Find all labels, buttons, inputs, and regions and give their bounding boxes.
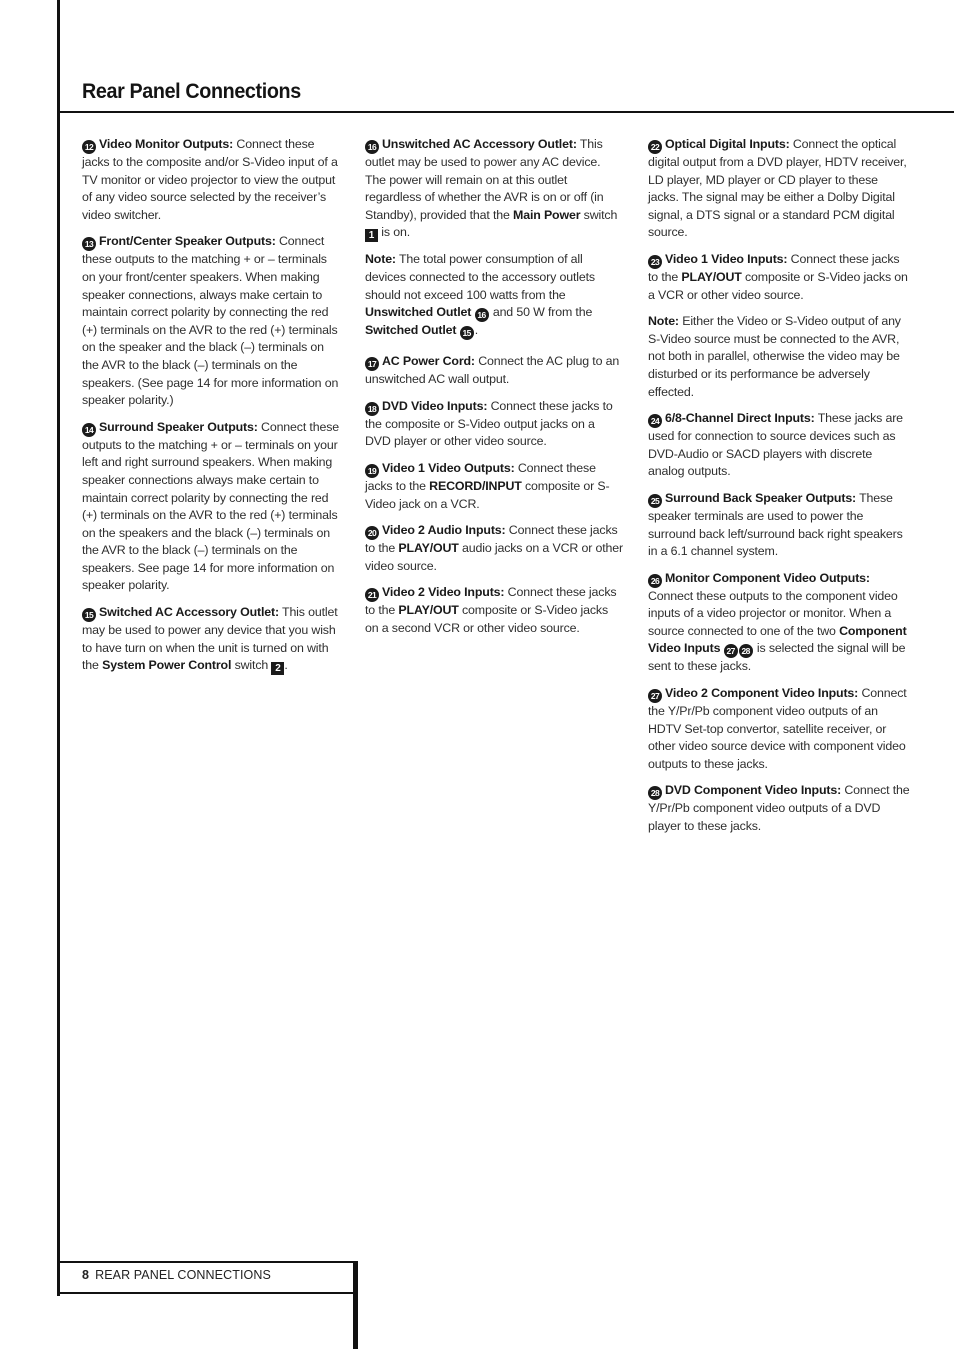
number-22-icon: 22 xyxy=(648,140,662,154)
jack-name: RECORD/INPUT xyxy=(429,478,522,493)
entry-text-end: is on. xyxy=(378,225,411,240)
number-28-icon: 28 xyxy=(739,644,753,658)
number-18-icon: 18 xyxy=(365,402,379,416)
control-name: Unswitched Outlet xyxy=(365,305,472,320)
note-text: and 50 W from the xyxy=(489,305,593,320)
entry-term: Switched AC Accessory Outlet: xyxy=(99,605,279,620)
entry-dvd-component-video-inputs xyxy=(648,782,910,835)
entry-video-2-audio-inputs xyxy=(365,522,623,575)
number-15-icon: 15 xyxy=(460,326,474,340)
power-consumption-note xyxy=(365,251,623,340)
footer-right-rule xyxy=(353,1261,358,1349)
entry-term: DVD Component Video Inputs: xyxy=(665,783,842,798)
number-21-icon: 21 xyxy=(365,588,379,602)
page-footer xyxy=(82,1268,271,1282)
number-20-icon: 20 xyxy=(365,526,379,540)
entry-ac-power-cord xyxy=(365,353,623,389)
number-16-icon: 16 xyxy=(475,308,489,322)
entry-term: Video 2 Video Inputs: xyxy=(382,585,505,600)
column-1 xyxy=(82,136,340,684)
note-text: The total power consumption of all devices connected to the accessory outlets should not exceed 100 watts from the xyxy=(365,252,595,302)
left-margin-rule xyxy=(57,0,60,1296)
number-19-icon: 19 xyxy=(365,464,379,478)
entry-optical-digital-inputs xyxy=(648,136,910,242)
note-label: Note: xyxy=(648,314,679,329)
number-14-icon: 14 xyxy=(82,423,96,437)
page-title: Rear Panel Connections xyxy=(82,80,301,103)
number-13-icon: 13 xyxy=(82,237,96,251)
entry-text: switch xyxy=(580,207,618,222)
entry-term: Video Monitor Outputs: xyxy=(99,137,234,151)
jack-name: PLAY/OUT xyxy=(398,603,459,618)
entry-text: Connect these outputs to the matching + or – terminals on your left and right surround speakers. When making speaker connections always make certain to maintain correct polarity by connecting the red (+) terminals on the AVR to the red (+) terminals on the speakers and the black (–) terminals on the AVR to the black (–) terminals on the speakers. See page 14 for more information on speaker polarity. xyxy=(82,419,339,593)
number-23-icon: 23 xyxy=(648,255,662,269)
entry-term: Unswitched AC Accessory Outlet: xyxy=(382,137,577,151)
front-panel-ref-2-icon: 2 xyxy=(271,662,284,675)
number-16-icon: 16 xyxy=(365,140,379,154)
entry-video-2-component-video-inputs xyxy=(648,685,910,773)
entry-text: is selected the signal will be sent to these jacks. xyxy=(648,641,906,674)
entry-surround-back-speaker-outputs xyxy=(648,490,910,561)
entry-term: Surround Speaker Outputs: xyxy=(99,419,258,434)
page-number: 8 xyxy=(82,1268,90,1282)
entry-video-2-video-inputs xyxy=(365,584,623,637)
footer-section-title: REAR PANEL CONNECTIONS xyxy=(95,1268,271,1282)
entry-term: Video 2 Audio Inputs: xyxy=(382,523,506,538)
front-panel-ref-1-icon: 1 xyxy=(365,229,378,242)
entry-term: Video 2 Component Video Inputs: xyxy=(665,686,859,701)
entry-unswitched-ac-accessory-outlet xyxy=(365,136,623,242)
entry-text: Connect these jacks to the xyxy=(365,523,618,556)
entry-text: Connect these jacks to the xyxy=(648,251,900,284)
entry-video-1-video-inputs xyxy=(648,251,910,304)
number-26-icon: 26 xyxy=(648,574,662,588)
number-25-icon: 25 xyxy=(648,494,662,508)
entry-text: switch xyxy=(231,658,272,673)
entry-text: Connect the Y/Pr/Pb component video outputs of an HDTV Set-top convertor, satellite receiver, or other video source device with component video outputs to these jacks. xyxy=(648,686,907,771)
number-27-icon: 27 xyxy=(648,689,662,703)
entry-6-8-channel-direct-inputs xyxy=(648,410,910,481)
entry-term: Surround Back Speaker Outputs: xyxy=(665,490,857,505)
number-27-icon: 27 xyxy=(724,644,738,658)
entry-text-end: . xyxy=(284,658,288,673)
jack-name: Component Video Inputs xyxy=(648,623,907,656)
entry-text: Connect these jacks to the xyxy=(365,585,617,618)
control-name: Switched Outlet xyxy=(365,323,457,338)
entry-text: composite or S-Video jacks on a second VCR or other video source. xyxy=(365,603,609,635)
note-label: Note: xyxy=(365,252,396,267)
entry-text: These jacks are used for connection to source devices such as DVD-Audio or SACD players with discrete analog outputs. xyxy=(648,411,903,479)
entry-text: This outlet may be used to power any AC device. The power will remain on at this outlet regardless of whether the AVR is on or off (in Standby), provided that the xyxy=(365,137,604,222)
entry-text: Connect these outputs to the matching + or – terminals on your front/center speakers. When making speaker connections, always make certain to maintain correct polarity by connecting the red (+) terminals on the AVR to the red (+) terminals on the speaker and the black (–) terminals on the AVR to the black (–) terminals on the speakers. (See page 14 for more information on speaker polarity.) xyxy=(82,234,339,408)
entry-surround-speaker-outputs xyxy=(82,419,340,595)
entry-term: 6/8-Channel Direct Inputs: xyxy=(665,411,815,426)
entry-text: audio jacks on a VCR or other video source. xyxy=(365,541,623,573)
entry-text: Connect these jacks to the xyxy=(365,460,596,493)
entry-term: Monitor Component Video Outputs: xyxy=(665,570,870,585)
entry-text: Connect the AC plug to an unswitched AC wall output. xyxy=(365,354,620,387)
column-3 xyxy=(648,136,910,845)
footer-bottom-rule xyxy=(57,1292,358,1294)
header-rule xyxy=(57,111,954,113)
entry-term: Front/Center Speaker Outputs: xyxy=(99,234,276,249)
entry-front-center-speaker-outputs xyxy=(82,233,340,409)
entry-term: Video 1 Video Inputs: xyxy=(665,251,788,266)
entry-term: DVD Video Inputs: xyxy=(382,398,488,413)
s-video-note xyxy=(648,313,910,401)
jack-name: PLAY/OUT xyxy=(681,269,742,284)
control-name: Main Power xyxy=(513,207,581,222)
entry-text: These speaker terminals are used to power the surround back left/surround back right speakers in a 6.1 channel system. xyxy=(648,490,903,559)
entry-text: Connect these outputs to the component video inputs of a video projector or monitor. When a source connected to one of the two xyxy=(648,588,898,638)
entry-term: Optical Digital Inputs: xyxy=(665,137,790,151)
note-text-end: . xyxy=(474,323,478,338)
column-2 xyxy=(365,136,623,647)
entry-video-monitor-outputs xyxy=(82,136,340,224)
entry-dvd-video-inputs xyxy=(365,398,623,451)
entry-text: Connect the Y/Pr/Pb component video outputs of a DVD player to these jacks. xyxy=(648,783,910,834)
entry-text: composite or S-Video jack on a VCR. xyxy=(365,478,610,511)
entry-text: composite or S-Video jacks on a VCR or other video source. xyxy=(648,269,908,302)
number-24-icon: 24 xyxy=(648,414,662,428)
number-17-icon: 17 xyxy=(365,357,379,371)
note-text: Either the Video or S-Video output of any S-Video source must be connected to the AVR, not both in parallel, otherwise the video may be disturbed or its performance be adversely effected. xyxy=(648,314,901,399)
entry-text: Connect the optical digital output from a DVD player, HDTV receiver, LD player, MD player or CD player to these jacks. The signal may be either a Dolby Digital signal, a DTS signal or a standard PCM digital source. xyxy=(648,137,907,240)
entry-term: AC Power Cord: xyxy=(382,354,475,369)
entry-text: Connect these jacks to the composite and/or S-Video input of a TV monitor or video projector to view the output of any video source selected by the receiver’s video switcher. xyxy=(82,137,338,222)
control-name: System Power Control xyxy=(102,658,232,673)
entry-text: Connect these jacks to the composite or S-Video output jacks on a DVD player or other video source. xyxy=(365,398,613,449)
footer-top-rule xyxy=(57,1261,358,1263)
jack-name: PLAY/OUT xyxy=(398,541,459,556)
entry-term: Video 1 Video Outputs: xyxy=(382,460,515,475)
number-15-icon: 15 xyxy=(82,608,96,622)
entry-switched-ac-accessory-outlet xyxy=(82,604,340,675)
entry-text: This outlet may be used to power any device that you wish to have turn on when the unit is turned on with the xyxy=(82,605,338,673)
number-12-icon: 12 xyxy=(82,140,96,154)
entry-monitor-component-video-outputs xyxy=(648,570,910,676)
number-28-icon: 28 xyxy=(648,786,662,800)
entry-video-1-video-outputs xyxy=(365,460,623,513)
